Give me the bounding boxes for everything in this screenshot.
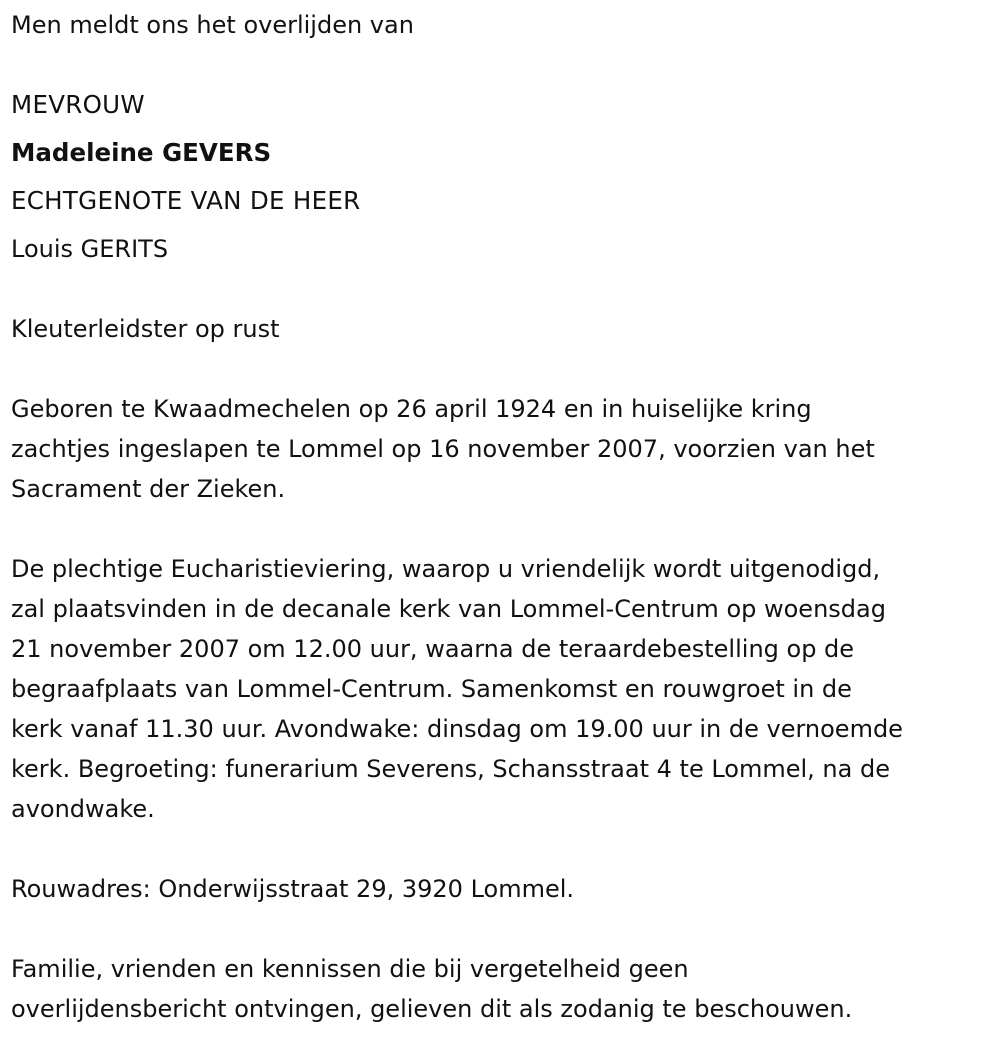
death-notice bbox=[11, 0, 991, 1029]
ceremony-paragraph: De plechtige Eucharistieviering, waarop u vriendelijk wordt uitgenodigd, zal plaatsvinden in de decanale kerk van Lommel-Centrum op woensdag 21 november 2007 om 12.00 uur, waarna de teraardebestelling op de begraafplaats van Lommel-Centrum. Samenkomst en rouwgroet in de kerk vanaf 11.30 uur. Avondwake: dinsdag om 19.00 uur in de vernoemde kerk. Begroeting: funerarium Severens, Schansstraat 4 te Lommel, na de avondwake. bbox=[11, 555, 903, 823]
spouse-name: Louis GERITS bbox=[11, 235, 169, 263]
occupation-text: Kleuterleidster op rust bbox=[11, 315, 280, 343]
deceased-name: Madeleine GEVERS bbox=[11, 138, 272, 167]
relation-text: ECHTGENOTE VAN DE HEER bbox=[11, 186, 361, 215]
birth-death-paragraph: Geboren te Kwaadmechelen op 26 april 1924 en in huiselijke kring zachtjes ingeslapen te Lommel op 16 november 2007, voorzien van het Sacrament der Zieken. bbox=[11, 395, 875, 503]
closing-paragraph: Familie, vrienden en kennissen die bij vergetelheid geen overlijdensbericht ontvingen, gelieven dit als zodanig te beschouwen. bbox=[11, 955, 853, 1023]
intro-text: Men meldt ons het overlijden van bbox=[11, 11, 414, 39]
honorific: MEVROUW bbox=[11, 90, 145, 119]
mourning-address: Rouwadres: Onderwijsstraat 29, 3920 Lommel. bbox=[11, 875, 575, 903]
